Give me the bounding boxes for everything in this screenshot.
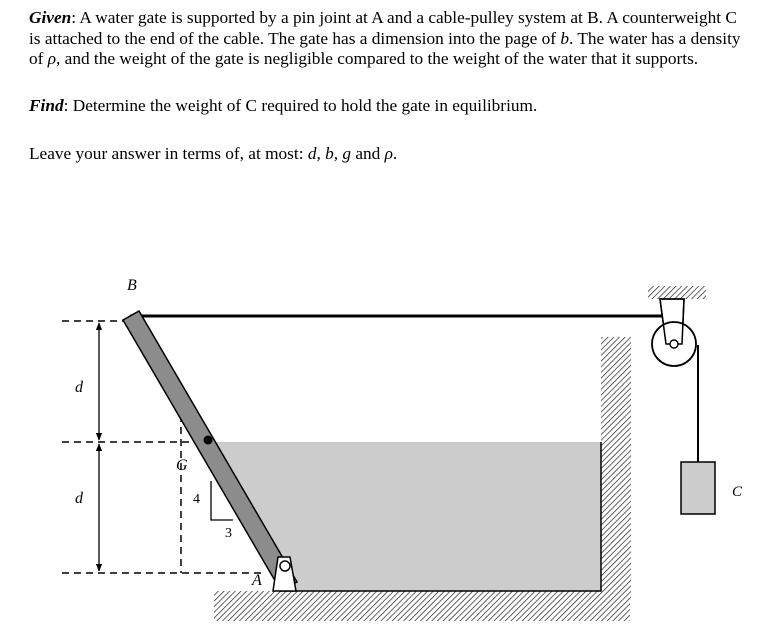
given-text-2: . The water has a density of xyxy=(29,28,741,68)
label-c: C xyxy=(732,484,743,500)
given-text: : A water gate is supported by a pin joint at A and a cable-pulley system at B. A counterweight C is attached to the end of the cable. The gate has a dimension into the page of xyxy=(29,8,737,48)
slope-rise-label: 4 xyxy=(193,492,200,507)
label-a: A xyxy=(252,572,262,589)
leave-text: Leave your answer in terms of, at most: xyxy=(29,144,308,163)
leave-rho: ρ xyxy=(384,144,393,163)
leave-and: and xyxy=(351,144,385,163)
slope-run-label: 3 xyxy=(225,526,232,541)
label-d-upper: d xyxy=(75,379,83,396)
given-label: Given xyxy=(29,8,72,27)
find-text: : Determine the weight of C required to hold the gate in equilibrium. xyxy=(63,95,538,115)
ceiling-hatch xyxy=(648,286,706,299)
pulley-axle xyxy=(670,340,678,348)
given-var-rho: ρ xyxy=(47,49,57,68)
center-of-gravity xyxy=(204,436,213,445)
label-b: B xyxy=(127,277,137,294)
label-d-lower: d xyxy=(75,490,83,507)
find-label: Find xyxy=(29,95,64,115)
ground-hatch xyxy=(214,591,630,621)
counterweight xyxy=(681,462,715,514)
leave-vars: d, b, g xyxy=(307,144,352,163)
label-g: G xyxy=(176,457,188,474)
given-text-3: , and the weight of the gate is negligible compared to the weight of the water that it supports. xyxy=(56,49,699,68)
pin-joint xyxy=(280,561,290,571)
wall-hatch xyxy=(601,337,631,599)
given-var-b: b xyxy=(560,28,570,48)
leave-end: . xyxy=(392,144,398,163)
